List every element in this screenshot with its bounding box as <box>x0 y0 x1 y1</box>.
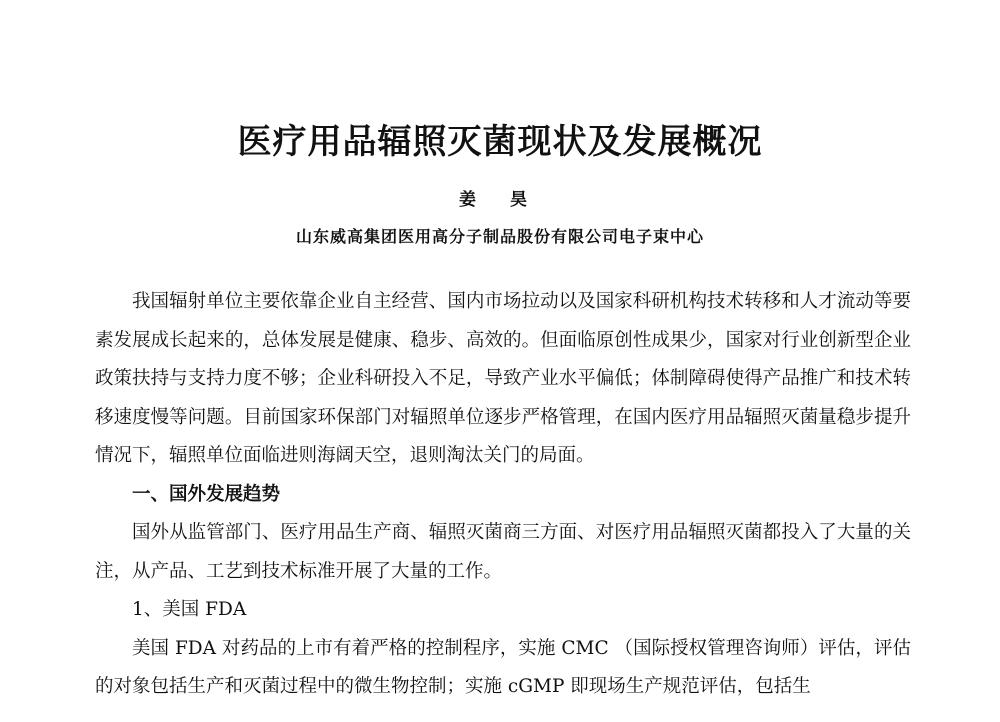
subsection-paragraph: 美国 FDA 对药品的上市有着严格的控制程序，实施 CMC （国际授权管理咨询师）评估，评估的对象包括生产和灭菌过程中的微生物控制；实施 cGMP 即现场生产规范评估，包括生 <box>95 637 911 697</box>
author-name: 姜 昊 <box>459 190 541 210</box>
author-affiliation: 山东威高集团医用高分子制品股份有限公司电子束中心 <box>295 227 704 246</box>
section-paragraph: 国外从监管部门、医疗用品生产商、辐照灭菌商三方面、对医疗用品辐照灭菌都投入了大量的关注，从产品、工艺到技术标准开展了大量的工作。 <box>95 522 911 582</box>
paper-title: 医疗用品辐照灭菌现状及发展概况 <box>237 122 763 162</box>
subsection-heading: 1、美国 FDA <box>132 599 247 620</box>
intro-paragraph: 我国辐射单位主要依靠企业自主经营、国内市场拉动以及国家科研机构技术转移和人才流动等要素发展成长起来的，总体发展是健康、稳步、高效的。但面临原创性成果少，国家对行业创新型企业政策扶持与支持力度不够；企业科研投入不足，导致产业水平偏低；体制障碍使得产品推广和技术转移速度慢等问题。目前国家环保部门对辐照单位逐步严格管理，在国内医疗用品辐照灭菌量稳步提升情况下，辐照单位面临进则海阔天空，退则淘汰关门的局面。 <box>95 291 911 466</box>
section-heading: 一、国外发展趋势 <box>132 483 281 505</box>
article-body <box>95 283 911 707</box>
